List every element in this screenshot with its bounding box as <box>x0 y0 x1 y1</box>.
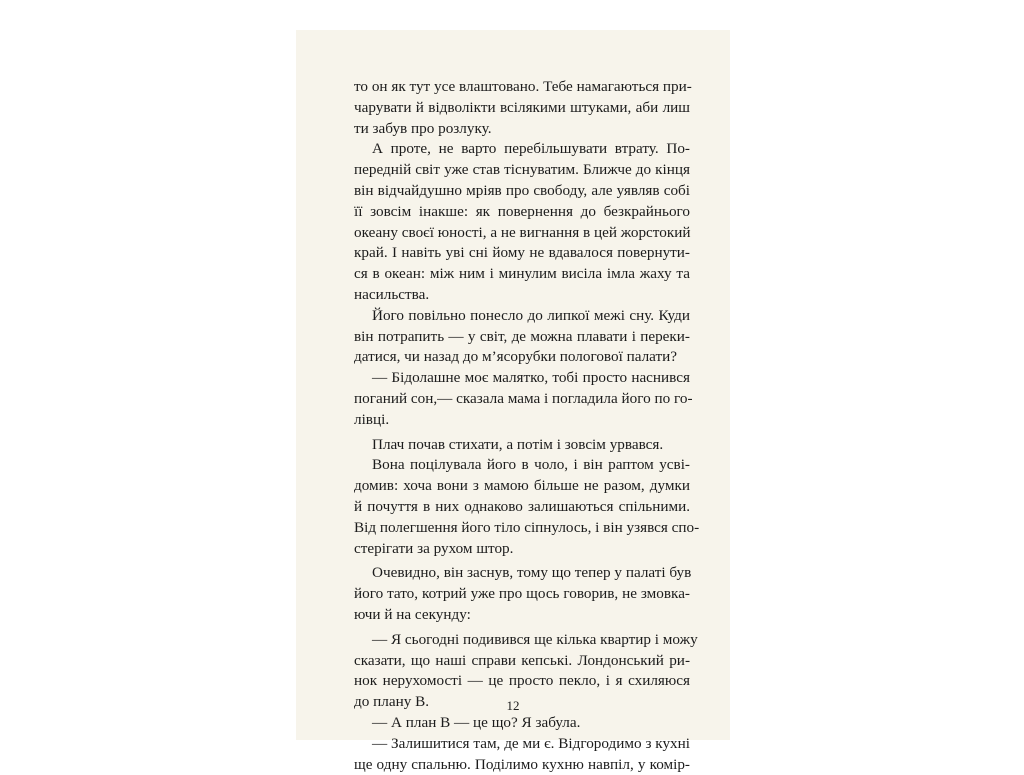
text-line: ще одну спальню. Поділимо кухню навпіл, у комір- <box>354 755 690 775</box>
text-line: — Я сьогодні подивився ще кілька квартир і можу <box>354 630 690 651</box>
text-line: нок нерухомості — це просто пекло, і я схиляюся <box>354 671 690 692</box>
text-line: поганий сон,— сказала мама і погладила його по го- <box>354 389 690 410</box>
paragraph <box>354 713 690 734</box>
page-number: 12 <box>296 698 730 714</box>
text-line: сказати, що наші справи кепські. Лондонський ри- <box>354 651 690 672</box>
paragraph <box>354 563 690 625</box>
text-line: Від полегшення його тіло сіпнулось, і він узявся спо- <box>354 518 690 539</box>
text-line: ти забув про розлуку. <box>354 119 690 140</box>
page-text <box>354 77 690 775</box>
text-line: він потрапить — у світ, де можна плавати і переки- <box>354 327 690 348</box>
text-line: чарувати й відволікти всілякими штуками, аби лиш <box>354 98 690 119</box>
text-line: — Бідолашне моє малятко, тобі просто наснився <box>354 368 690 389</box>
text-line: її зовсім інакше: як повернення до безкрайнього <box>354 202 690 223</box>
text-line: Вона поцілувала його в чоло, і він раптом усві- <box>354 455 690 476</box>
text-line: його тато, котрий уже про щось говорив, не змовка- <box>354 584 690 605</box>
text-line: Очевидно, він заснув, тому що тепер у палаті був <box>354 563 690 584</box>
paragraph <box>354 734 690 775</box>
paragraph <box>354 77 690 139</box>
text-line: до плану В. <box>354 692 690 713</box>
text-line: — Залишитися там, де ми є. Відгородимо з кухні <box>354 734 690 755</box>
book-page <box>296 30 730 740</box>
text-line: ючи й на секунду: <box>354 605 690 626</box>
text-line: стерігати за рухом штор. <box>354 539 690 560</box>
text-line: ся в океан: між ним і минулим висіла імла жаху та <box>354 264 690 285</box>
paragraph <box>354 435 690 456</box>
text-line: датися, чи назад до м’ясорубки пологової палати? <box>354 347 690 368</box>
text-line: — А план В — це що? Я забула. <box>354 713 690 734</box>
paragraph <box>354 368 690 430</box>
text-line: домив: хоча вони з мамою більше не разом, думки <box>354 476 690 497</box>
text-line: він відчайдушно мріяв про свободу, але уявляв собі <box>354 181 690 202</box>
text-line: й почуття в них однаково залишаються спільними. <box>354 497 690 518</box>
text-line: Плач почав стихати, а потім і зовсім урвався. <box>354 435 690 456</box>
text-line: насильства. <box>354 285 690 306</box>
text-line: передній світ уже став тіснуватим. Ближче до кінця <box>354 160 690 181</box>
text-line: край. І навіть уві сні йому не вдавалося повернути- <box>354 243 690 264</box>
text-line: Його повільно понесло до липкої межі сну. Куди <box>354 306 690 327</box>
paragraph <box>354 139 690 305</box>
text-line: океану своєї юності, а не вигнання в цей жорстокий <box>354 223 690 244</box>
paragraph <box>354 306 690 368</box>
text-line: то он як тут усе влаштовано. Тебе намагаються при- <box>354 77 690 98</box>
text-line: А проте, не варто перебільшувати втрату. По- <box>354 139 690 160</box>
text-line: лівці. <box>354 410 690 431</box>
paragraph <box>354 455 690 559</box>
